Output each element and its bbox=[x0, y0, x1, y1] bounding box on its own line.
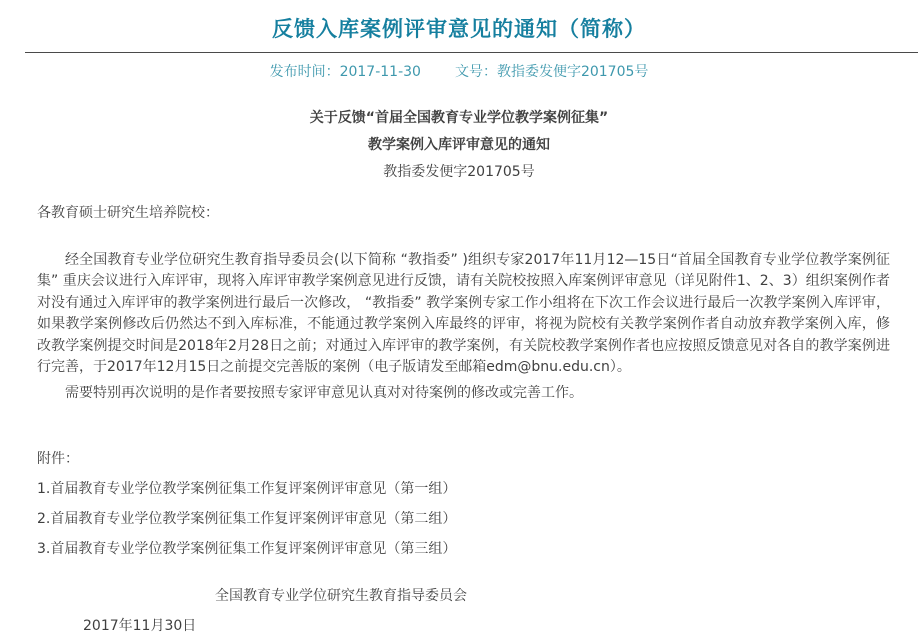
attachment-item-3: 3.首届教育专业学位教学案例征集工作复评案例评审意见（第三组） bbox=[37, 540, 457, 557]
doc-number: 文号：教指委发便字201705号 bbox=[454, 64, 649, 80]
meta-line bbox=[0, 61, 918, 81]
notice-doc-number: 教指委发便字201705号 bbox=[383, 164, 535, 180]
notice-heading-line1: 关于反馈“首届全国教育专业学位教学案例征集” bbox=[309, 110, 609, 126]
publish-date: 发布时间：2017-11-30 bbox=[269, 64, 421, 80]
header-divider bbox=[25, 52, 918, 53]
signature-org: 全国教育专业学位研究生教育指导委员会 bbox=[215, 587, 467, 604]
body-paragraph-2: 需要特别再次说明的是作者要按照专家评审意见认真对对待案例的修改或完善工作。 bbox=[65, 385, 583, 402]
attachments-label: 附件： bbox=[37, 450, 79, 467]
notice-heading bbox=[0, 105, 918, 186]
salutation: 各教育硕士研究生培养院校： bbox=[37, 205, 219, 221]
notice-heading-line2: 教学案例入库评审意见的通知 bbox=[368, 137, 550, 153]
body-paragraph-1: 经全国教育专业学位研究生教育指导委员会(以下简称 “教指委” )组织专家2017年11月12—15日“首届全国教育专业学位教学案例征集” 重庆会议进行入库评审，现将入库评审教学案例意见进行反馈，请有关院校按照入库案例评审意见（详见附件1、2、3）组织案例作者对没有通过入库评审的教学案例进行最后一次修改， “教指委” 教学案例专家工作小组将在下次工作会议进行最后一次教学案例入库评审，如果教学案例修改后仍然达不到入库标准，不能通过教学案例入库最终的评审，将视为院校有关教学案例作者自动放弃教学案例入库，修改教学案例提交时间是2018年2月28日之前；对通过入库评审的教学案例，有关院校教学案例作者也应按照反馈意见对各自的教学案例进行完善，于2017年12月15日之前提交完善版的案例（电子版请发至邮箱edm@bnu.edu.cn）。 bbox=[37, 252, 890, 376]
attachment-item-1: 1.首届教育专业学位教学案例征集工作复评案例评审意见（第一组） bbox=[37, 480, 457, 497]
page-title: 反馈入库案例评审意见的通知（简称） bbox=[272, 17, 646, 41]
attachment-item-2: 2.首届教育专业学位教学案例征集工作复评案例评审意见（第二组） bbox=[37, 510, 457, 527]
signature-date: 2017年11月30日 bbox=[83, 617, 197, 634]
